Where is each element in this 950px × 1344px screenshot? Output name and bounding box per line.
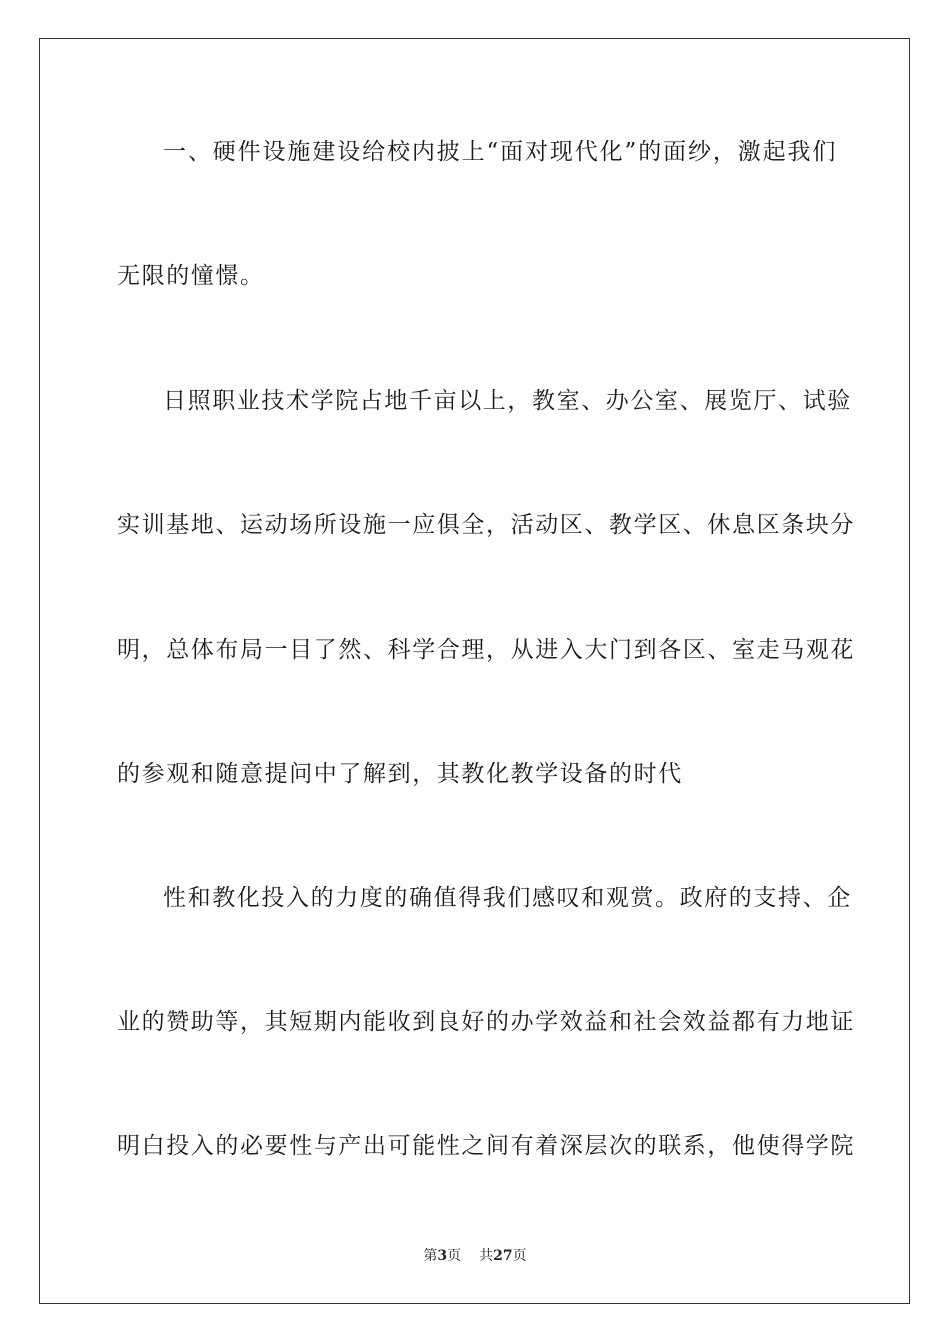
text-line: 业的赞助等，其短期内能收到良好的办学效益和社会效益都有力地证	[117, 1009, 855, 1035]
total-pages: 27	[493, 1248, 513, 1264]
text-line: 无限的憧憬。	[117, 263, 265, 289]
text-line: 明，总体布局一目了然、科学合理，从进入大门到各区、室走马观花	[117, 637, 855, 663]
total-prefix: 共	[479, 1248, 494, 1264]
text-line: 实训基地、运动场所设施一应俱全，活动区、教学区、休息区条块分	[117, 512, 855, 538]
page-number: 3	[437, 1248, 448, 1264]
text-line: 日照职业技术学院占地千亩以上，教室、办公室、展览厅、试验	[163, 388, 852, 414]
text-line: 性和教化投入的力度的确值得我们感叹和观赏。政府的支持、企	[163, 885, 852, 911]
page-border	[39, 38, 910, 1304]
total-suffix: 页	[512, 1248, 527, 1264]
text-line: 的参观和随意提问中了解到，其教化教学设备的时代	[117, 761, 683, 787]
page-suffix: 页	[447, 1248, 462, 1264]
page-footer	[0, 1246, 950, 1266]
page-prefix: 第	[423, 1248, 438, 1264]
text-line: 明白投入的必要性与产出可能性之间有着深层次的联系，他使得学院	[117, 1133, 855, 1159]
text-line: 一、硬件设施建设给校内披上“面对现代化”的面纱，激起我们	[163, 139, 837, 165]
